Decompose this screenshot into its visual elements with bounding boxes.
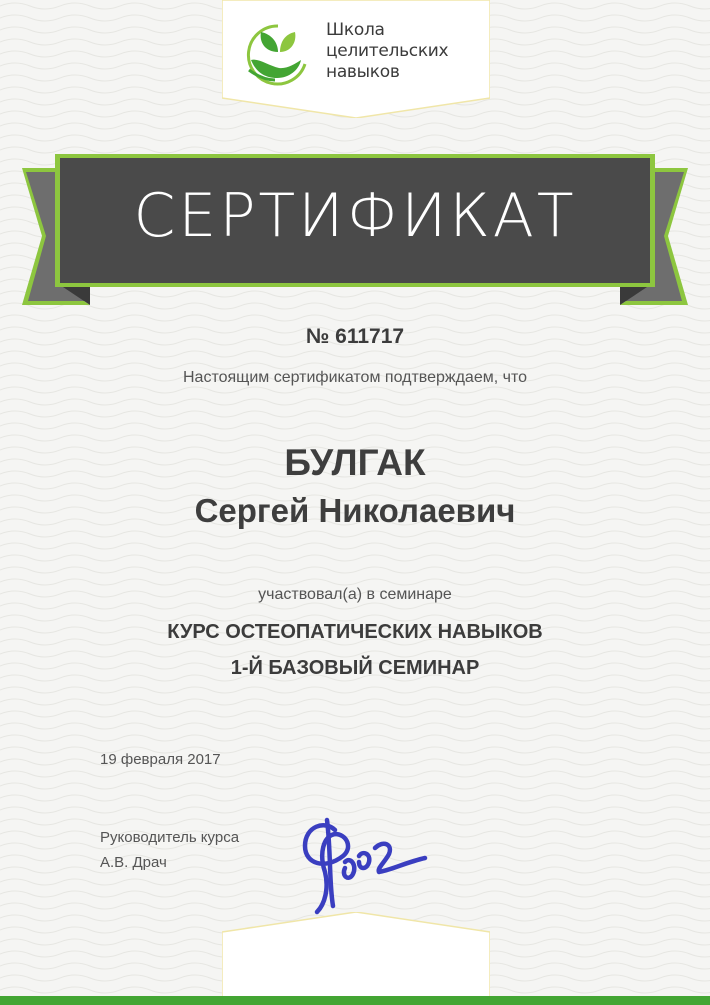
signer-name: А.В. Драч (100, 854, 167, 871)
bottom-tab (222, 912, 490, 1005)
recipient-surname: БУЛГАК (284, 442, 426, 483)
handwritten-signature (295, 812, 435, 917)
leaf-hand-icon (245, 22, 311, 88)
logo-text (326, 20, 486, 83)
recipient-given-names: Сергей Николаевич (194, 492, 516, 529)
intro-text: Настоящим сертификатом подтверждаем, что (182, 369, 527, 386)
logo-line-2: целительских (326, 41, 449, 61)
participation-text: участвовал(а) в семинаре (258, 586, 452, 603)
certificate-number: № 611717 (305, 325, 405, 348)
signer-role: Руководитель курса (100, 829, 240, 846)
issue-date: 19 февраля 2017 (100, 751, 221, 768)
logo-line-3: навыков (326, 62, 400, 82)
logo-line-1: Школа (326, 20, 385, 40)
certificate-title: СЕРТИФИКАТ (133, 181, 577, 251)
course-title-line-2: 1-Й БАЗОВЫЙ СЕМИНАР (230, 657, 480, 679)
course-title-line-1: КУРС ОСТЕОПАТИЧЕСКИХ НАВЫКОВ (167, 621, 543, 643)
bottom-accent-bar (0, 996, 710, 1005)
